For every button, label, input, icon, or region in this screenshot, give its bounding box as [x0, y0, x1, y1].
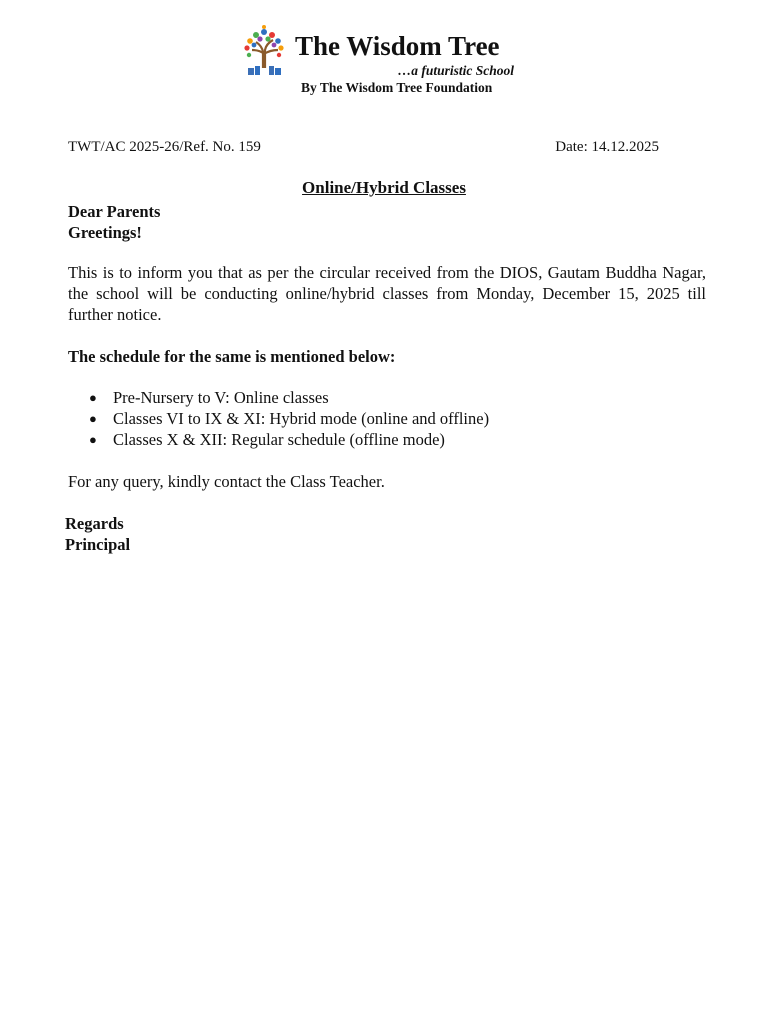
signoff	[65, 513, 130, 555]
schedule-item-text: Classes X & XII: Regular schedule (offline mode)	[113, 430, 445, 449]
list-item	[89, 429, 489, 450]
schedule-item-text: Classes VI to IX & XI: Hybrid mode (online and offline)	[113, 409, 490, 428]
greeting-line: Greetings!	[68, 223, 142, 242]
schedule-heading: The schedule for the same is mentioned below:	[68, 347, 396, 366]
letterhead	[240, 24, 530, 100]
notice-subject: Online/Hybrid Classes	[302, 178, 466, 197]
schedule-list	[89, 387, 489, 450]
list-item	[89, 408, 489, 429]
salutation	[68, 201, 160, 243]
signatory-line: Principal	[65, 535, 131, 554]
bullet-icon: ●	[89, 411, 97, 426]
school-tagline: …a futuristic School	[397, 63, 514, 78]
bullet-icon: ●	[89, 432, 97, 447]
foundation-name: By The Wisdom Tree Foundation	[301, 80, 493, 95]
notice-date: Date: 14.12.2025	[555, 139, 659, 155]
regards-line: Regards	[65, 514, 124, 533]
school-name: The Wisdom Tree	[295, 31, 500, 61]
salutation-line: Dear Parents	[68, 202, 161, 221]
notice-body: This is to inform you that as per the circular received from the DIOS, Gautam Buddha Nagar, the school will be conducting online/hybrid classes from Monday, December 15, 2025 till further notice.	[68, 263, 706, 324]
wisdom-tree-logo-icon	[240, 24, 290, 76]
reference-number: TWT/AC 2025-26/Ref. No. 159	[68, 139, 261, 155]
schedule-item-text: Pre-Nursery to V: Online classes	[113, 388, 329, 407]
list-item	[89, 387, 489, 408]
query-note: For any query, kindly contact the Class Teacher.	[68, 472, 385, 491]
bullet-icon: ●	[89, 390, 97, 405]
